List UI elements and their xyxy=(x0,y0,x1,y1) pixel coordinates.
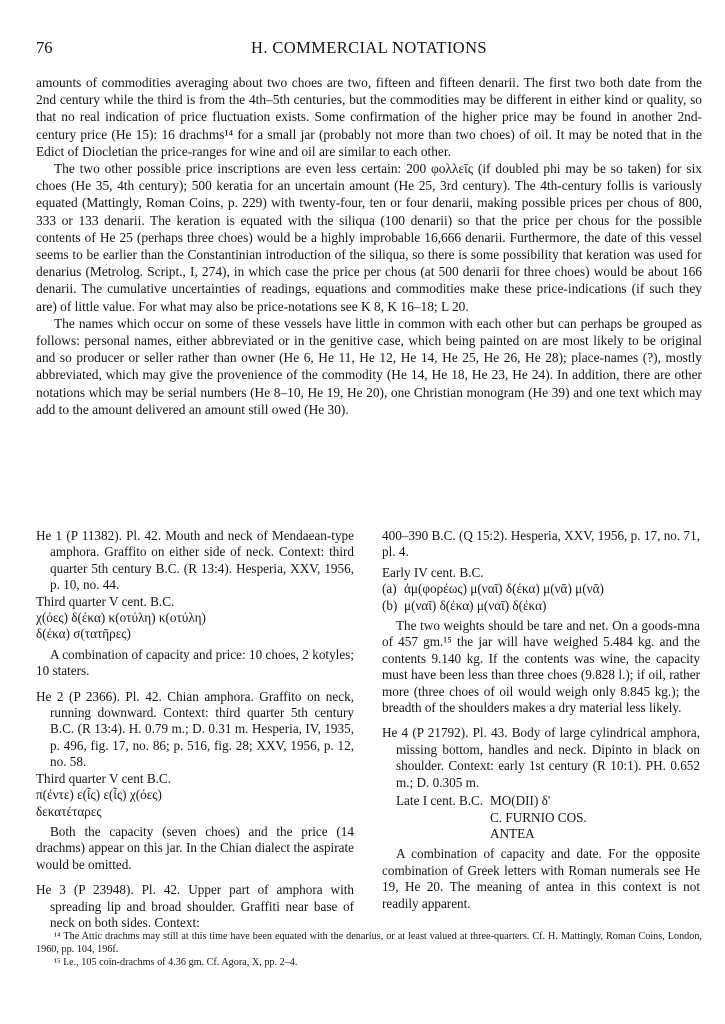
entry-description: He 1 (P 11382). Pl. 42. Mouth and neck of Mendaean-type amphora. Graffito on either side of neck. Context: third quarter 5th century B.C. (R 13:4). Hesperia, XXV, 1956, p. 10, no. 44. xyxy=(36,528,354,593)
entry-description: He 4 (P 21792). Pl. 43. Body of large cylindrical amphora, missing bottom, handles and neck. Dipinto in black on shoulder. Context: early 1st century (R 10:1). PH. 0.652 m.; D. 0.305 m. xyxy=(382,725,700,790)
catalogue-entry-he3-continued xyxy=(382,528,700,716)
inscription-line: δεκατέταρες xyxy=(36,803,102,819)
entry-description-continued: 400–390 B.C. (Q 15:2). Hesperia, XXV, 1956, p. 17, no. 71, pl. 4. xyxy=(382,528,700,560)
left-column xyxy=(36,528,354,931)
entry-date: Third quarter V cent B.C. xyxy=(36,770,172,786)
entry-date: Third quarter V cent. B.C. xyxy=(36,593,175,609)
dipinto-line: ANTEA xyxy=(490,825,535,841)
catalogue-columns xyxy=(36,528,702,948)
running-header xyxy=(36,38,702,62)
intro-paragraph-3: The names which occur on some of these vessels have little in common with each other but can perhaps be grouped as follows: personal names, either abbreviated or in the genitive case, which being painted on are most likely to be original and so producer or seller rather than owner (He 6, He 11, He 12, He 14, He 25, He 26, He 28); place-names (?), mostly abbreviated, which may give the provenience of the commodity (He 14, He 18, He 23, He 24). In addition, there are other notations which may be serial numbers (He 8–10, He 19, He 20), one Christian monogram (He 39) and one text which may add to the amount delivered an amount still owed (He 30). xyxy=(36,315,702,417)
page-number: 76 xyxy=(36,38,53,57)
intro-paragraph-1: amounts of commodities averaging about two choes are two, fifteen and fifteen denarii. The first two both date from the 2nd century while the third is from the 4th–5th centuries, but the commodities may be different in either kind or quality, so that no real indication of price fluctuation exists. Some confirmation of the higher price may be found in another 2nd-century price (He 15): 16 drachms¹⁴ for a small jar (probably not more than two choes) of oil. It may be noted that in the Edict of Diocletian the price-ranges for wine and oil are similar to each other. xyxy=(36,75,702,159)
entry-commentary: Both the capacity (seven choes) and the price (14 drachms) appear on this jar. In the Chian dialect the aspirate would be omitted. xyxy=(36,823,354,872)
intro-text xyxy=(36,74,702,418)
catalogue-entry-he2 xyxy=(36,689,354,873)
footnotes xyxy=(36,930,702,969)
inscription-line: π(έντε) ε(ἷς) ε(ἷς) χ(όες) xyxy=(36,787,162,803)
entry-commentary: A combination of capacity and date. For the opposite combination of Greek letters with Roman numerals see He 19, He 20. The meaning of antea in this context is not readily apparent. xyxy=(382,846,700,911)
dipinto-line: MO(DII) δ' xyxy=(490,793,551,809)
dipinto-line: C. FURNIO COS. xyxy=(490,809,587,825)
dipinto-lines xyxy=(490,793,587,842)
entry-commentary: The two weights should be tare and net. On a goods-mna of 457 gm.¹⁵ the jar will have weighed 5.484 kg. and the contents 9.140 kg. If the contents was wine, the capacity must have been less than three choes (9.828 l.); if oil, rather more (three choes of oil would weigh only 8.845 kg.); the breadth of the shoulders makes a dry material less likely. xyxy=(382,618,700,716)
footnote-15: ¹⁵ I.e., 105 coin-drachms of 4.36 gm. Cf. Agora, X, pp. 2–4. xyxy=(54,957,298,968)
inscription-text: μ(ναῖ) δ(έκα) μ(ναῖ) δ(έκα) xyxy=(404,597,547,613)
intro-paragraph-2: The two other possible price inscriptions are even less certain: 200 φολλεῖς (if doubled phi may be so taken) for six choes (He 35, 4th century); 500 keratia for an uncertain amount (He 25, 3rd century). The 4th-century follis is variously equated (Mattingly, Roman Coins, p. 229) with twenty-four, ten or four denarii, making possible prices per chous of 800, 333 or 133 denarii. The keration is equated with the siliqua (100 denarii) so that the price per chous for the possible contents of He 25 (perhaps three choes) would be a highly improbable 16,666 denarii. Furthermore, the date of this vessel seems to be earlier than the Constantinian introduction of the siliqua, so there is some possibility that keration was used for denarius (Metrolog. Script., I, 274), in which case the price per chous (at 500 denarii for three choes) would be about 166 denarii. The cumulative uncertainties of readings, equations and commodities make these price-indications (if such they are) of little value. For what may also be price-notations see K 8, K 16–18; L 20. xyxy=(36,161,702,314)
catalogue-entry-he4 xyxy=(382,725,700,911)
inscription-line: χ(όες) δ(έκα) κ(οτύλη) κ(οτύλη) xyxy=(36,610,206,626)
right-column xyxy=(382,528,700,912)
entry-description: He 3 (P 23948). Pl. 42. Upper part of amphora with spreading lip and broad shoulder. Graffiti near base of neck on both sides. Context: xyxy=(36,882,354,930)
inscription-text: ἀμ(φορέως) μ(ναῖ) δ(έκα) μ(νᾶ) μ(νᾶ) xyxy=(404,581,604,597)
entry-date: Early IV cent. B.C. xyxy=(382,564,484,580)
inscription-line: δ(έκα) σ(τατῆρες) xyxy=(36,626,131,642)
inscription-line-a xyxy=(382,581,700,597)
line-label: (a) xyxy=(382,581,397,597)
page xyxy=(36,38,702,930)
line-label: (b) xyxy=(382,597,398,613)
entry-commentary: A combination of capacity and price: 10 choes, 2 kotyles; 10 staters. xyxy=(36,646,354,679)
entry-date: Late I cent. B.C. xyxy=(396,793,484,809)
catalogue-entry-he1 xyxy=(36,528,354,680)
dipinto-block xyxy=(396,793,700,842)
footnote-14: ¹⁴ The Attic drachms may still at this time have been equated with the denarius, or at least valued at three-quarters. Cf. H. Mattingly, Roman Coins, London, 1960, pp. 104, 196f. xyxy=(36,931,702,955)
section-title: H. COMMERCIAL NOTATIONS xyxy=(251,38,487,57)
inscription-line-b xyxy=(382,598,700,614)
entry-description: He 2 (P 2366). Pl. 42. Chian amphora. Graffito on neck, running downward. Context: third quarter 5th century B.C. (R 13:4). H. 0.79 m.; D. 0.31 m. Hesperia, IV, 1935, p. 496, fig. 17, no. 86; p. 516, fig. 28; XXV, 1956, p. 12, no. 58. xyxy=(36,688,354,770)
catalogue-entry-he3 xyxy=(36,882,354,931)
